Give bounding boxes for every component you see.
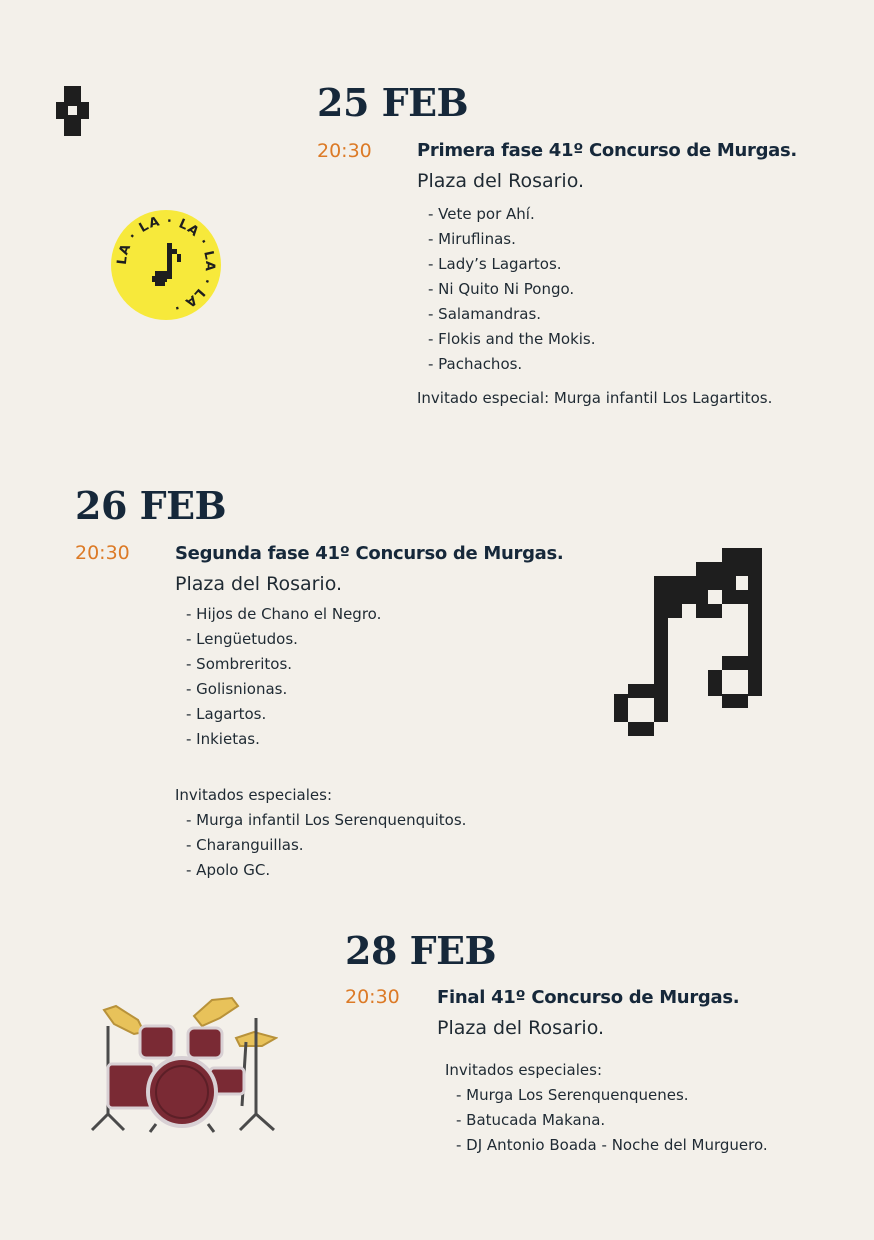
day-3-guest-list bbox=[456, 1083, 768, 1158]
list-item: - Inkietas. bbox=[186, 730, 260, 748]
list-item: - Miruflinas. bbox=[428, 230, 516, 248]
list-item: - Lady’s Lagartos. bbox=[428, 255, 562, 273]
day-1-event-title: Primera fase 41º Concurso de Murgas. bbox=[417, 140, 797, 161]
day-1-guest-note: Invitado especial: Murga infantil Los Lagartitos. bbox=[417, 389, 773, 407]
list-item: - Lengüetudos. bbox=[186, 630, 298, 648]
list-item: - Salamandras. bbox=[428, 305, 542, 323]
pixel-music-note-icon bbox=[614, 548, 762, 736]
day-2-time: 20:30 bbox=[75, 542, 130, 564]
day-2-group-list bbox=[186, 602, 381, 752]
day-1-time: 20:30 bbox=[317, 140, 372, 162]
day-3-time: 20:30 bbox=[345, 986, 400, 1008]
day-3-venue: Plaza del Rosario. bbox=[437, 1017, 605, 1039]
day-1-group-list bbox=[428, 202, 596, 377]
list-item: - Vete por Ahí. bbox=[428, 205, 535, 223]
list-item: - Ni Quito Ni Pongo. bbox=[428, 280, 575, 298]
list-item: - Hijos de Chano el Negro. bbox=[186, 605, 382, 623]
list-item: - Lagartos. bbox=[186, 705, 267, 723]
la-la-music-badge-icon bbox=[110, 209, 222, 321]
day-3-event-title: Final 41º Concurso de Murgas. bbox=[437, 987, 740, 1008]
list-item: - Murga Los Serenquenquenes. bbox=[456, 1086, 689, 1104]
day-1-venue: Plaza del Rosario. bbox=[417, 170, 585, 192]
day-2-date: 26 FEB bbox=[75, 483, 227, 528]
list-item: - Murga infantil Los Serenquenquitos. bbox=[186, 811, 467, 829]
day-2-event-title: Segunda fase 41º Concurso de Murgas. bbox=[175, 543, 564, 564]
day-3-date: 28 FEB bbox=[345, 928, 497, 973]
day-3-guests-heading: Invitados especiales: bbox=[445, 1061, 602, 1079]
day-1-date: 25 FEB bbox=[317, 80, 469, 125]
day-2-venue: Plaza del Rosario. bbox=[175, 573, 343, 595]
list-item: - DJ Antonio Boada - Noche del Murguero. bbox=[456, 1136, 768, 1154]
list-item: - Sombreritos. bbox=[186, 655, 293, 673]
list-item: - Flokis and the Mokis. bbox=[428, 330, 596, 348]
list-item: - Pachachos. bbox=[428, 355, 523, 373]
list-item: - Batucada Makana. bbox=[456, 1111, 606, 1129]
svg-text:LA · LA · LA · LA · LA ·: LA · LA · LA · LA · LA · bbox=[114, 213, 218, 316]
day-2-guest-list bbox=[186, 808, 466, 883]
list-item: - Golisnionas. bbox=[186, 680, 288, 698]
list-item: - Apolo GC. bbox=[186, 861, 271, 879]
day-2-guests-heading: Invitados especiales: bbox=[175, 786, 332, 804]
list-item: - Charanguillas. bbox=[186, 836, 304, 854]
drum-kit-icon bbox=[86, 996, 278, 1136]
pixel-cross-icon bbox=[56, 86, 89, 136]
